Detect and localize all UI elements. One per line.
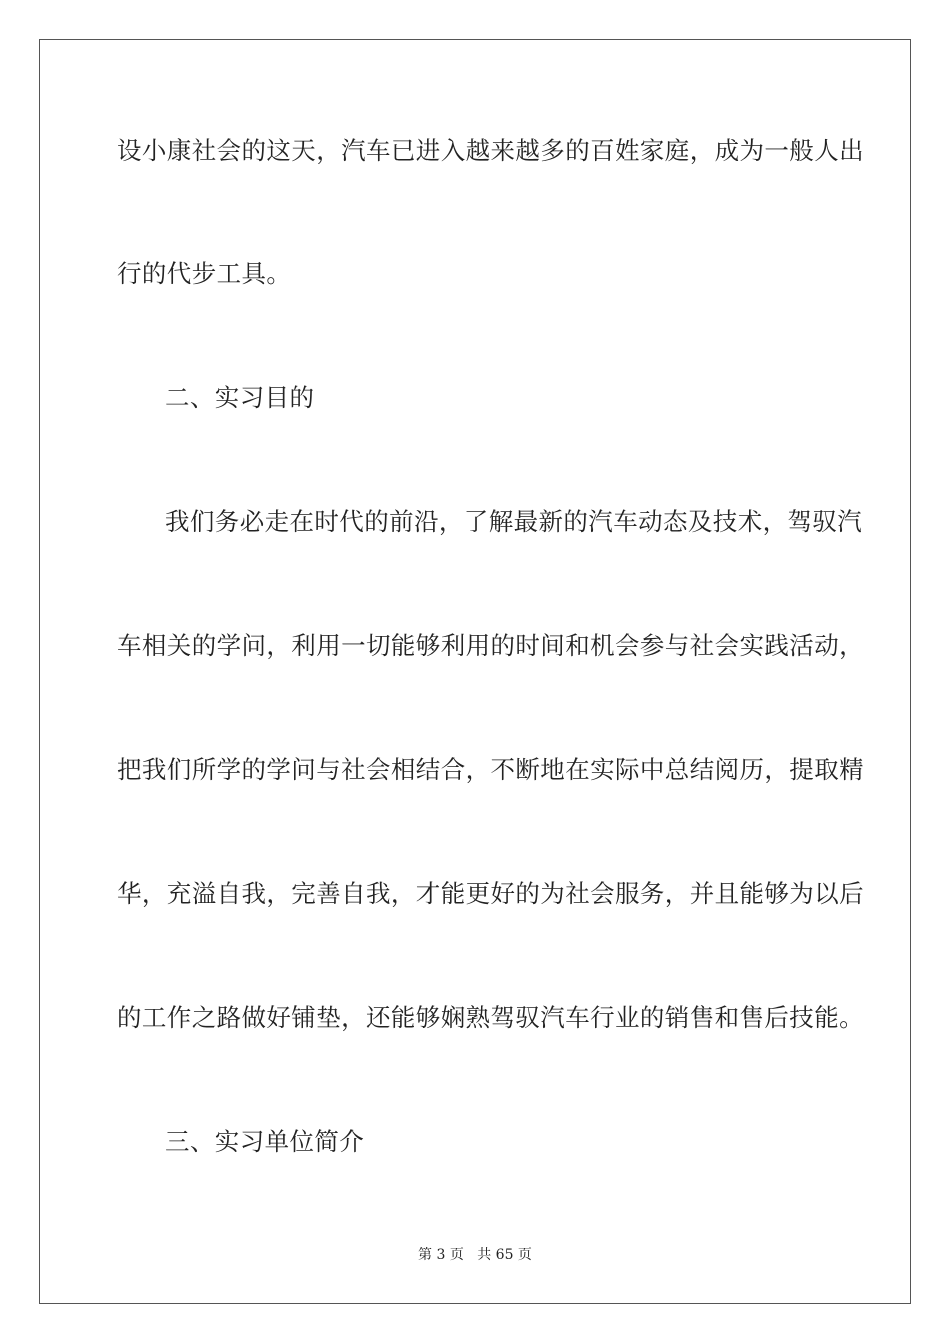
- page-border: [39, 39, 911, 1304]
- body-text-line: 华，充溢自我，完善自我，才能更好的为社会服务，并且能够为以后: [117, 879, 864, 908]
- body-text-line: 设小康社会的这天，汽车已进入越来越多的百姓家庭，成为一般人出: [117, 136, 864, 165]
- total-pages: 共 65 页: [477, 1247, 532, 1263]
- section-heading: 三、实习单位简介: [165, 1127, 365, 1156]
- page-number: 第 3 页: [418, 1247, 464, 1263]
- body-text-line: 把我们所学的学问与社会相结合，不断地在实际中总结阅历，提取精: [117, 755, 864, 784]
- body-text-line: 车相关的学问，利用一切能够利用的时间和机会参与社会实践活动，: [117, 631, 864, 660]
- body-text-line: 行的代步工具。: [117, 259, 292, 288]
- body-text-line: 的工作之路做好铺垫，还能够娴熟驾驭汽车行业的销售和售后技能。: [117, 1003, 864, 1032]
- page-footer: [0, 1246, 950, 1264]
- section-heading: 二、实习目的: [165, 383, 315, 412]
- body-text-line: 我们务必走在时代的前沿，了解最新的汽车动态及技术，驾驭汽: [165, 507, 863, 536]
